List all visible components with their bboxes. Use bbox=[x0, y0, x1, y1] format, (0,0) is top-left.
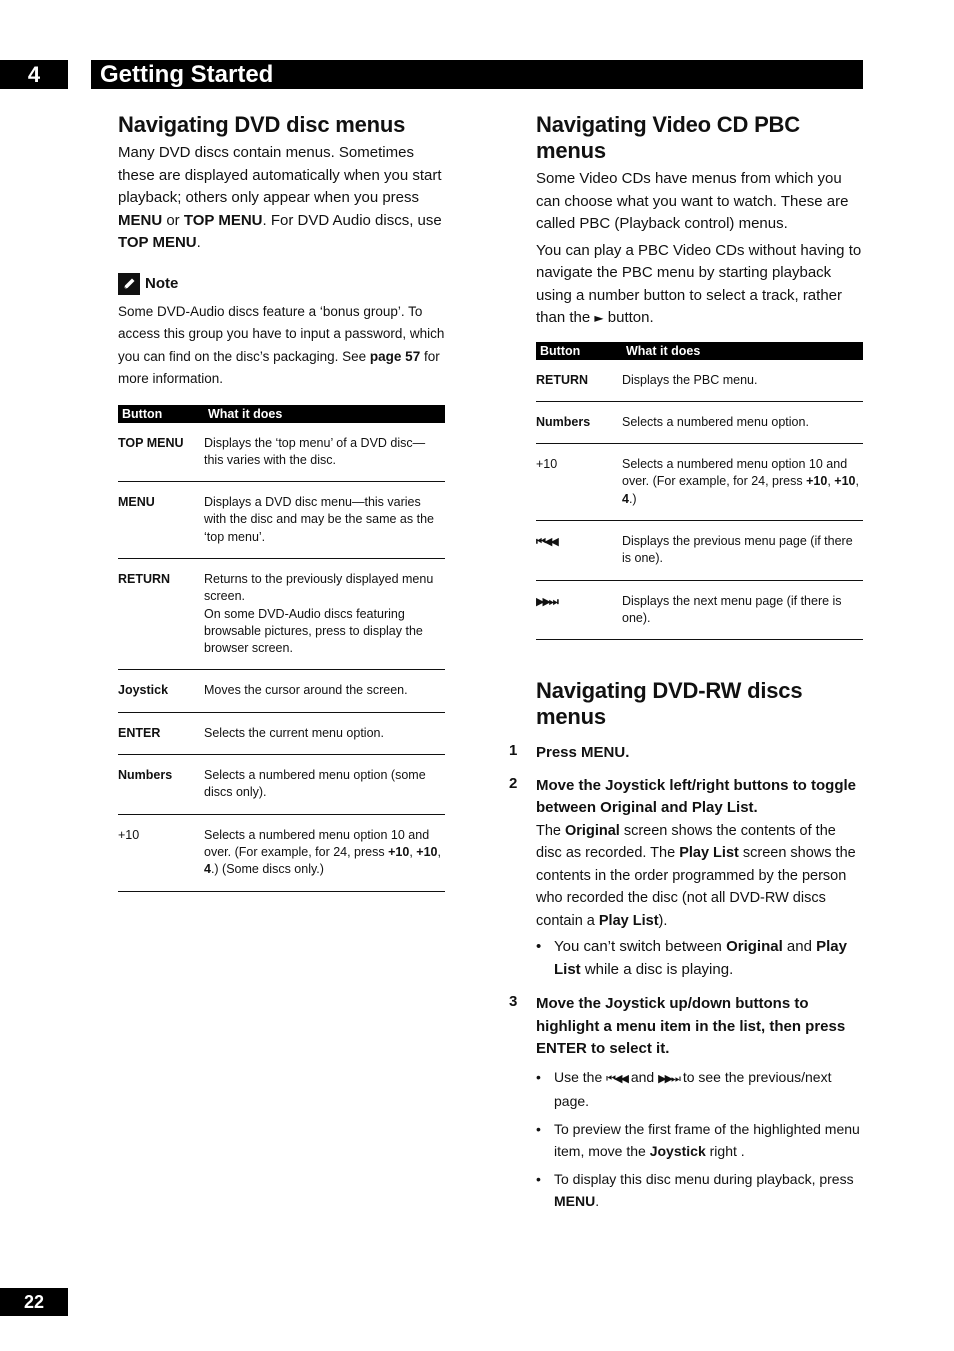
intro-text: Many DVD discs contain menus. Sometimes these are displayed automatically when you start playback; others only appear when you press bbox=[118, 144, 442, 206]
bullet-part: while a disc is playing. bbox=[580, 960, 734, 978]
table-row bbox=[118, 670, 445, 712]
intro-text: or bbox=[162, 211, 184, 229]
note-text bbox=[118, 301, 445, 391]
desc-key: 4 bbox=[204, 862, 211, 877]
step-text: Move the Joystick left/right buttons to toggle between Original and Play List. bbox=[536, 776, 857, 817]
button-desc: Displays the ‘top menu’ of a DVD disc—this varies with the disc. bbox=[204, 423, 445, 482]
bullet-part: and bbox=[782, 938, 817, 956]
table-header-row bbox=[118, 405, 445, 423]
button-name: ENTER bbox=[118, 712, 204, 754]
step-1 bbox=[509, 742, 863, 765]
desc-key: +10 bbox=[834, 474, 856, 489]
section-title-dvd-menus: Navigating DVD disc menus bbox=[118, 112, 406, 137]
intro-top-menu: TOP MENU bbox=[183, 211, 263, 229]
button-name: Numbers bbox=[118, 755, 204, 815]
list-item bbox=[536, 1066, 863, 1113]
table-row bbox=[536, 401, 863, 443]
desc-part: .) bbox=[628, 491, 637, 506]
body-part: The bbox=[536, 822, 566, 839]
step-number: 3 bbox=[509, 993, 518, 1011]
desc-part: , bbox=[437, 844, 441, 859]
note-heading bbox=[118, 273, 445, 295]
desc-part: Selects a numbered menu option 10 and over. (For example, for 24, press bbox=[204, 827, 430, 859]
note-label: Note bbox=[145, 275, 179, 292]
intro-text: . For DVD Audio discs, use bbox=[262, 211, 442, 229]
button-name bbox=[536, 580, 622, 640]
vcd-buttons-table bbox=[536, 342, 863, 641]
col-header-desc: What it does bbox=[204, 405, 445, 423]
button-desc: Selects a numbered menu option. bbox=[622, 401, 863, 443]
section-title-dvd-rw: Navigating DVD-RW discs menus bbox=[536, 678, 803, 730]
table-row bbox=[118, 482, 445, 559]
previous-track-icon: ⏮◀◀ bbox=[606, 1071, 627, 1085]
button-desc: Selects the current menu option. bbox=[204, 712, 445, 754]
step-number: 1 bbox=[509, 742, 518, 760]
play-icon: ► bbox=[594, 311, 604, 325]
table-row bbox=[118, 814, 445, 891]
pencil-note-icon bbox=[118, 273, 140, 295]
desc-part: Selects a numbered menu option 10 and over. (For example, for 24, press bbox=[622, 457, 848, 489]
body-bold: Play List bbox=[679, 845, 739, 862]
button-desc bbox=[622, 444, 863, 521]
bullet-part: right . bbox=[705, 1143, 745, 1160]
dvd-menu-buttons-table bbox=[118, 405, 445, 892]
desc-part: .) (Some discs only.) bbox=[210, 862, 324, 877]
bullet-bold: Original bbox=[726, 938, 783, 956]
step-3 bbox=[509, 993, 863, 1213]
previous-track-icon: ⏮◀◀ bbox=[536, 534, 557, 548]
desc-line: Returns to the previously displayed menu screen. bbox=[204, 571, 434, 604]
desc-part: , bbox=[409, 844, 417, 859]
button-desc: Displays the next menu page (if there is one). bbox=[622, 580, 863, 640]
step-number: 2 bbox=[509, 774, 518, 792]
bullet-bold: Play List bbox=[554, 938, 847, 978]
button-desc: Displays the previous menu page (if there is one). bbox=[622, 520, 863, 580]
table-row bbox=[536, 520, 863, 580]
button-desc bbox=[204, 814, 445, 891]
page-number: 22 bbox=[0, 1288, 68, 1316]
left-column bbox=[118, 112, 445, 892]
step-text: Move the Joystick up/down buttons to highlight a menu item in the list, then press ENTER to select it. bbox=[536, 995, 846, 1058]
desc-part: , bbox=[827, 474, 835, 489]
step-2-body bbox=[536, 820, 863, 933]
vcd-text-part: button. bbox=[603, 309, 654, 326]
bullet-part: To display this disc menu during playback, press bbox=[554, 1170, 854, 1187]
step-3-bullets bbox=[536, 1066, 863, 1213]
body-part: screen shows the contents of the disc as recorded. The bbox=[536, 822, 836, 862]
table-row bbox=[536, 580, 863, 640]
bullet-bold: Joystick bbox=[649, 1143, 706, 1160]
bullet-part: and bbox=[626, 1068, 659, 1085]
right-column bbox=[509, 112, 863, 1213]
table-row bbox=[118, 755, 445, 815]
button-desc: Displays the PBC menu. bbox=[622, 360, 863, 402]
button-desc: Moves the cursor around the screen. bbox=[204, 670, 445, 712]
vcd-pbc-text bbox=[536, 240, 863, 330]
button-desc bbox=[204, 558, 445, 669]
bullet-part: Use the bbox=[554, 1068, 607, 1085]
note-text-part: Some DVD-Audio discs feature a ‘bonus group’. To access this group you have to input a password, which you can find on the disc’s packaging. See bbox=[118, 303, 445, 364]
button-name: RETURN bbox=[118, 558, 204, 669]
button-name: Joystick bbox=[118, 670, 204, 712]
table-row bbox=[536, 360, 863, 402]
button-name: RETURN bbox=[536, 360, 622, 402]
dvd-menus-intro bbox=[118, 142, 445, 255]
chapter-title: Getting Started bbox=[91, 60, 863, 89]
step-2-bullets bbox=[536, 936, 863, 981]
desc-key: 4 bbox=[622, 491, 629, 506]
col-header-desc: What it does bbox=[622, 342, 863, 360]
button-name: Numbers bbox=[536, 401, 622, 443]
body-part: ). bbox=[658, 912, 668, 929]
step-2 bbox=[509, 774, 863, 982]
next-track-icon: ▶▶⏭ bbox=[536, 594, 557, 608]
button-name: MENU bbox=[118, 482, 204, 559]
table-row bbox=[118, 558, 445, 669]
list-item bbox=[536, 1168, 863, 1213]
bullet-part: You can’t switch between bbox=[554, 938, 727, 956]
intro-top-menu: TOP MENU bbox=[118, 234, 197, 251]
next-track-icon: ▶▶⏭ bbox=[658, 1071, 679, 1085]
desc-line: On some DVD-Audio discs featuring browsable pictures, press to display the browser screen. bbox=[204, 606, 423, 656]
intro-menu: MENU bbox=[118, 211, 163, 229]
table-row bbox=[536, 444, 863, 521]
button-name: +10 bbox=[536, 444, 622, 521]
list-item bbox=[536, 1118, 863, 1163]
bullet-bold: MENU bbox=[554, 1193, 596, 1210]
step-text: Press MENU. bbox=[536, 744, 630, 762]
button-desc: Selects a numbered menu option (some discs only). bbox=[204, 755, 445, 815]
table-row bbox=[118, 712, 445, 754]
note-text-part: for more information. bbox=[118, 348, 440, 386]
button-desc: Displays a DVD disc menu—this varies with the disc and may be the same as the ‘top menu’. bbox=[204, 482, 445, 559]
body-bold: Play List bbox=[598, 912, 659, 929]
note-page-ref: page 57 bbox=[369, 348, 421, 364]
button-name: TOP MENU bbox=[118, 423, 204, 482]
desc-part: , bbox=[855, 474, 859, 489]
list-item bbox=[536, 936, 863, 981]
col-header-button: Button bbox=[118, 405, 204, 423]
button-name bbox=[536, 520, 622, 580]
body-bold: Original bbox=[565, 822, 620, 839]
chapter-number: 4 bbox=[0, 60, 68, 89]
bullet-part: to see the previous/next page. bbox=[554, 1068, 832, 1110]
vcd-intro: Some Video CDs have menus from which you can choose what you want to watch. These are called PBC (Playback control) menus. bbox=[536, 170, 849, 232]
desc-key: +10 bbox=[806, 474, 828, 489]
col-header-button: Button bbox=[536, 342, 622, 360]
table-row bbox=[118, 423, 445, 482]
bullet-part: . bbox=[595, 1193, 600, 1210]
section-title-vcd-pbc: Navigating Video CD PBC menus bbox=[536, 112, 800, 163]
desc-key: +10 bbox=[388, 844, 410, 859]
desc-key: +10 bbox=[416, 844, 438, 859]
intro-text: . bbox=[196, 234, 201, 251]
table-header-row bbox=[536, 342, 863, 360]
bullet-part: To preview the first frame of the highlighted menu item, move the bbox=[554, 1120, 860, 1160]
vcd-text-part: You can play a PBC Video CDs without having to navigate the PBC menu by starting playback using a number button to select a track, rather than the bbox=[536, 241, 862, 326]
button-name: +10 bbox=[118, 814, 204, 891]
body-part: screen shows the contents in the order programmed by the person who recorded the disc (not all DVD-RW discs contain a bbox=[536, 845, 856, 929]
